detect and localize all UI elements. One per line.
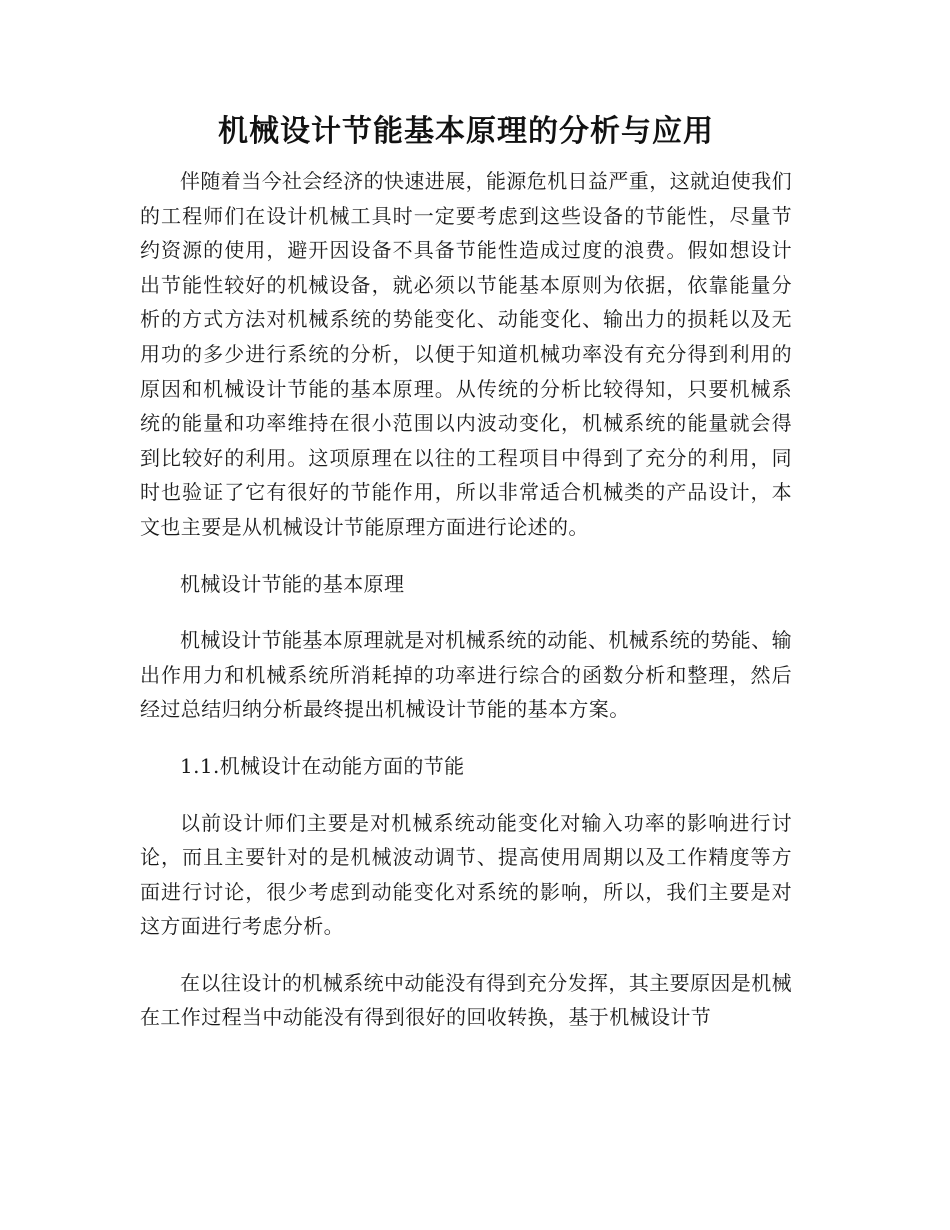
subsection-heading: 1.1.机械设计在动能方面的节能 <box>180 753 465 778</box>
subsection-paragraph: 以前设计师们主要是对机械系统动能变化对输入功率的影响进行讨论，而且主要针对的是机械波动调节、提高使用周期以及工作精度等方面进行讨论，很少考虑到动能变化对系统的影响，所以，我们主要是对这方面进行考虑分析。 <box>140 810 792 939</box>
subsection-paragraph-2: 在以往设计的机械系统中动能没有得到充分发挥，其主要原因是机械在工作过程当中动能没有得到很好的回收转换，基于机械设计节 <box>140 970 792 1030</box>
document-body <box>140 108 792 1045</box>
intro-paragraph: 伴随着当今社会经济的快速进展，能源危机日益严重，这就迫使我们的工程师们在设计机械工具时一定要考虑到这些设备的节能性，尽量节约资源的使用，避开因设备不具备节能性造成过度的浪费。假如想设计出节能性较好的机械设备，就必须以节能基本原则为依据，依靠能量分析的方式方法对机械系统的势能变化、动能变化、输出力的损耗以及无用功的多少进行系统的分析，以便于知道机械功率没有充分得到利用的原因和机械设计节能的基本原理。从传统的分析比较得知，只要机械系统的能量和功率维持在很小范围以内波动变化，机械系统的能量就会得到比较好的利用。这项原理在以往的工程项目中得到了充分的利用，同时也验证了它有很好的节能作用，所以非常适合机械类的产品设计，本文也主要是从机械设计节能原理方面进行论述的。 <box>140 169 792 539</box>
section-heading: 机械设计节能的基本原理 <box>180 571 405 596</box>
document-title: 机械设计节能基本原理的分析与应用 <box>218 114 714 149</box>
section-paragraph: 机械设计节能基本原理就是对机械系统的动能、机械系统的势能、输出作用力和机械系统所消耗掉的功率进行综合的函数分析和整理，然后经过总结归纳分析最终提出机械设计节能的基本方案。 <box>140 628 792 722</box>
